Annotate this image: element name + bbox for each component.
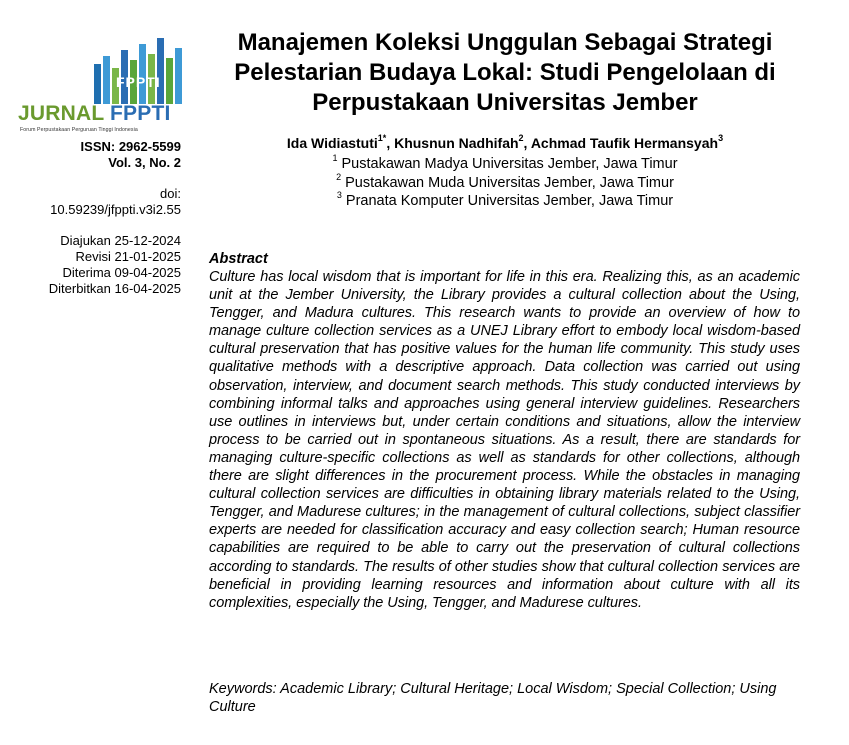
author-name: Khusnun Nadhifah [394,135,519,151]
date-accepted: Diterima 09-04-2025 [62,265,181,280]
author-separator: , [386,135,395,151]
author-name: Achmad Taufik Hermansyah [530,135,719,151]
author-list [200,134,810,152]
affiliation-sup: 3 [336,190,342,201]
author-name: Ida Widiastuti [286,135,378,151]
dates-block [49,233,181,297]
author-sup: 1* [377,133,387,144]
affiliation-text: Pustakawan Madya Universitas Jember, Jawa Timur [341,156,678,172]
logo-book-bars-icon [94,38,186,104]
keywords: Keywords: Academic Library; Cultural Heritage; Local Wisdom; Special Collection; Using Culture [209,681,777,715]
doi-label: doi: [160,186,181,201]
affiliation-item [200,171,810,193]
author-sup: 3 [718,133,724,144]
date-submitted: Diajukan 25-12-2024 [60,233,181,248]
abstract-heading: Abstract [209,251,268,267]
affiliation-text: Pranata Komputer Universitas Jember, Jawa Timur [345,193,674,209]
author-sup: 2 [518,133,524,144]
abstract-section [209,251,800,612]
logo-mark: FPPTI [116,74,161,90]
logo-title [18,102,171,126]
affiliation-item [200,192,810,211]
paper-title: Manajemen Koleksi Unggulan Sebagai Strategi Pelestarian Budaya Lokal: Studi Pengelolaan di Perpustakaan Universitas Jember [234,29,776,116]
affiliation-list [200,155,810,211]
affiliation-sup: 1 [332,153,338,164]
volume: Vol. 3, No. 2 [108,155,181,170]
logo-title-part2: FPPTI [110,102,171,125]
doi-value[interactable]: 10.59239/jfppti.v3i2.55 [50,202,181,217]
issn: ISSN: 2962-5599 [80,139,181,154]
doi-block [50,186,181,218]
affiliation-sup: 2 [336,171,342,182]
affiliation-item [200,155,810,174]
date-published: Diterbitkan 16-04-2025 [48,281,181,296]
affiliation-text: Pustakawan Muda Universitas Jember, Jawa Timur [345,174,674,191]
abstract-text: Culture has local wisdom that is important for life in this era. Realizing this, as an academic unit at the Jember University, the Library provides a cultural collection about the Using, Tengger, and Madura cultures. This research wants to provide an overview of how to manage culture collection services as a UNEJ Library effort to embody local wisdom-based cultural preservation that has positive values for the human life community. This study uses qualitative methods with a descriptive approach. Data collection was carried out using observation, interview, and document search methods. This study conducted interviews by combining informal talks and approaches using general interview guidelines. Researchers use outlines in interviews but, under certain conditions and situations, allow the interview process to be carried out in spontaneous situations. As a result, there are standards for managing culture-specific collections as well as standards for other collections, although there are slight differences in the procurement process. While the obstacles in managing cultural collection services are difficulties in obtaining library materials related to the Using, Tengger, and Madurese cultures; in the management of cultural collections, subject classifier experts are needed for classification accuracy and easy collection search; Human resource capabilities are required to be able to carry out the preservation of cultural collections according to standards. The results of other studies show that cultural collection services are beneficial in providing learning resources and information about culture with all its complexities, especially the Using, Tengger, and Madurese cultures. [209,269,800,611]
issn-block [81,139,181,171]
logo-subtitle: Forum Perpustakaan Perguruan Tinggi Indonesia [20,127,138,133]
journal-logo [18,38,182,134]
date-revised: Revisi 21-01-2025 [75,249,181,264]
logo-title-part1: JURNAL [18,102,111,125]
author-separator: , [523,135,531,151]
